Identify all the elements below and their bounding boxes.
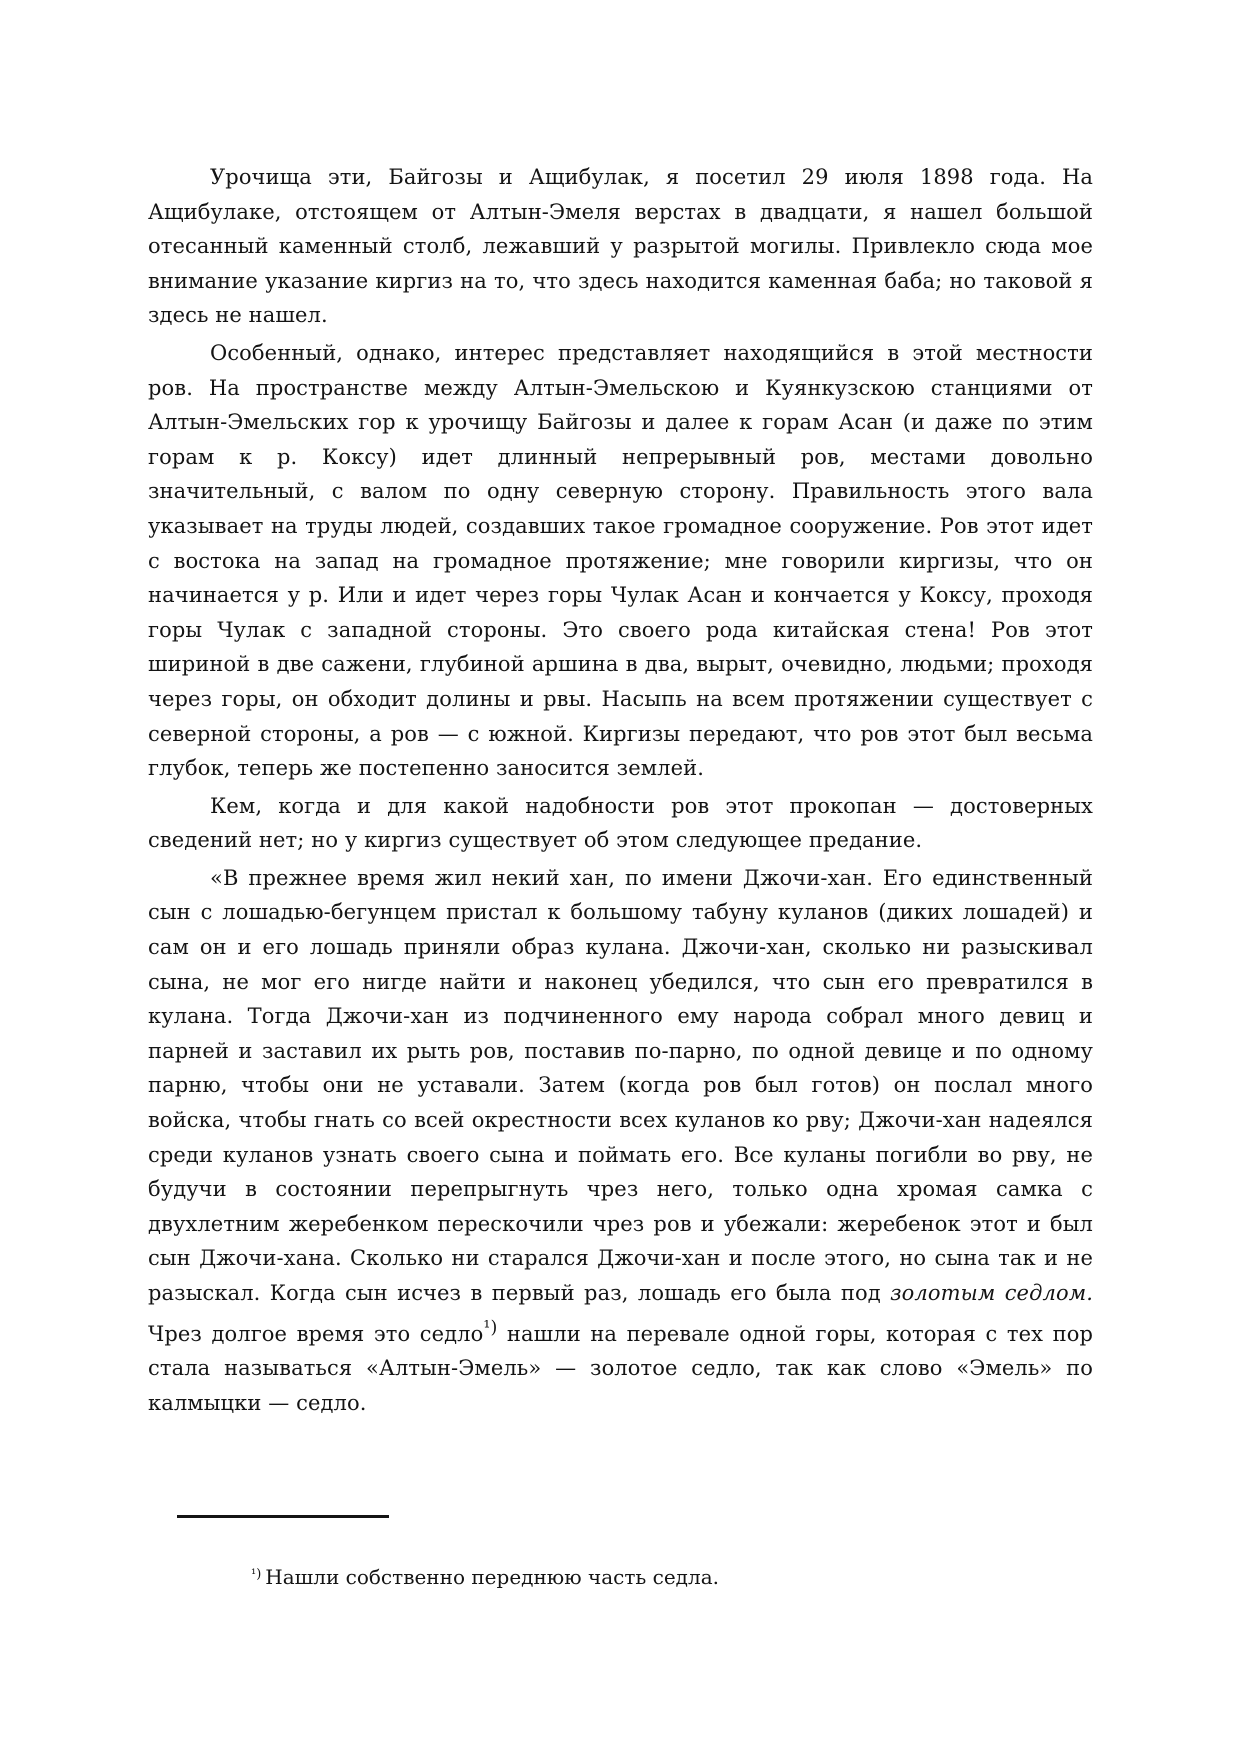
page-body <box>148 160 1093 1420</box>
footnote-separator <box>177 1515 389 1518</box>
legend-text-middle: Чрез долгое время это седло <box>148 1321 484 1346</box>
paragraph-1: Урочища эти, Байгозы и Ащибулак, я посетил 29 июля 1898 года. На Ащибулаке, отстоящем от Алтын-Эмеля верстах в двадцати, я нашел большой отесанный каменный столб, лежавший у разрытой могилы. Привлекло сюда мое внимание указание киргиз на то, что здесь находится каменная баба; но таковой я здесь не нашел. <box>148 165 1093 328</box>
paragraph-3: Кем, когда и для какой надобности ров этот прокопан — достоверных сведений нет; но у киргиз существует об этом следующее предание. <box>148 793 1093 853</box>
paragraph-2: Особенный, однако, интерес представляет находящийся в этой местности ров. На пространстве между Алтын-Эмельскою и Куянкузскою станциями от Алтын-Эмельских гор к урочищу Байгозы и далее к горам Асан (и даже по этим горам к р. Коксу) идет длинный непрерывный ров, местами довольно значительный, с валом по одну северную сторону. Правильность этого вала указывает на труды людей, создавших такое громадное сооружение. Ров этот идет с востока на запад на громадное протяжение; мне говорили киргизы, что он начинается у р. Или и идет через горы Чулак Асан и кончается у Коксу, проходя горы Чулак с западной стороны. Это своего рода китайская стена! Ров этот шириной в две сажени, глубиной аршина в два, вырыт, очевидно, людьми; проходя через горы, он обходит долины и рвы. Насыпь на всем протяжении существует с северной стороны, а ров — с южной. Киргизы передают, что ров этот был весьма глубок, теперь же постепенно заносится землей. <box>148 340 1093 781</box>
footnote-text: Нашли собственно переднюю часть седла. <box>265 1565 719 1589</box>
legend-text-after: нашли на перевале одной горы, которая с тех пор стала называться «Алтын-Эмель» — золотое седло, так как слово «Эмель» по калмыцки — седло. <box>148 1321 1093 1415</box>
paragraph-4-legend <box>148 861 1093 1421</box>
footnote-mark: ¹) <box>251 1567 262 1582</box>
legend-text-before: «В прежнее время жил некий хан, по имени Джочи-хан. Его единственный сын с лошадью-бегунцем пристал к большому табуну куланов (диких лошадей) и сам он и его лошадь приняли образ кулана. Джочи-хан, сколько ни разыскивал сына, не мог его нигде найти и наконец убедился, что сын его превратился в кулана. Тогда Джочи-хан из подчиненного ему народа собрал много девиц и парней и заставил их рыть ров, поставив по-парно, по одной девице и по одному парню, чтобы они не уставали. Затем (когда ров был готов) он послал много войска, чтобы гнать со всей окрестности всех куланов ко рву; Джочи-хан надеялся среди куланов узнать своего сына и поймать его. Все куланы погибли во рву, не будучи в состоянии перепрыгнуть чрез него, только одна хромая самка с двухлетним жеребенком перескочили чрез ров и убежали: жеребенок этот и был сын Джочи-хана. Сколько ни старался Джочи-хан и после этого, но сына так и не разыскал. Когда сын исчез в первый раз, лошадь его была под <box>148 865 1093 1305</box>
legend-italic-phrase: золотым седлом. <box>890 1281 1093 1305</box>
footnote <box>251 1560 719 1592</box>
footnote-reference: ¹) <box>483 1317 498 1338</box>
